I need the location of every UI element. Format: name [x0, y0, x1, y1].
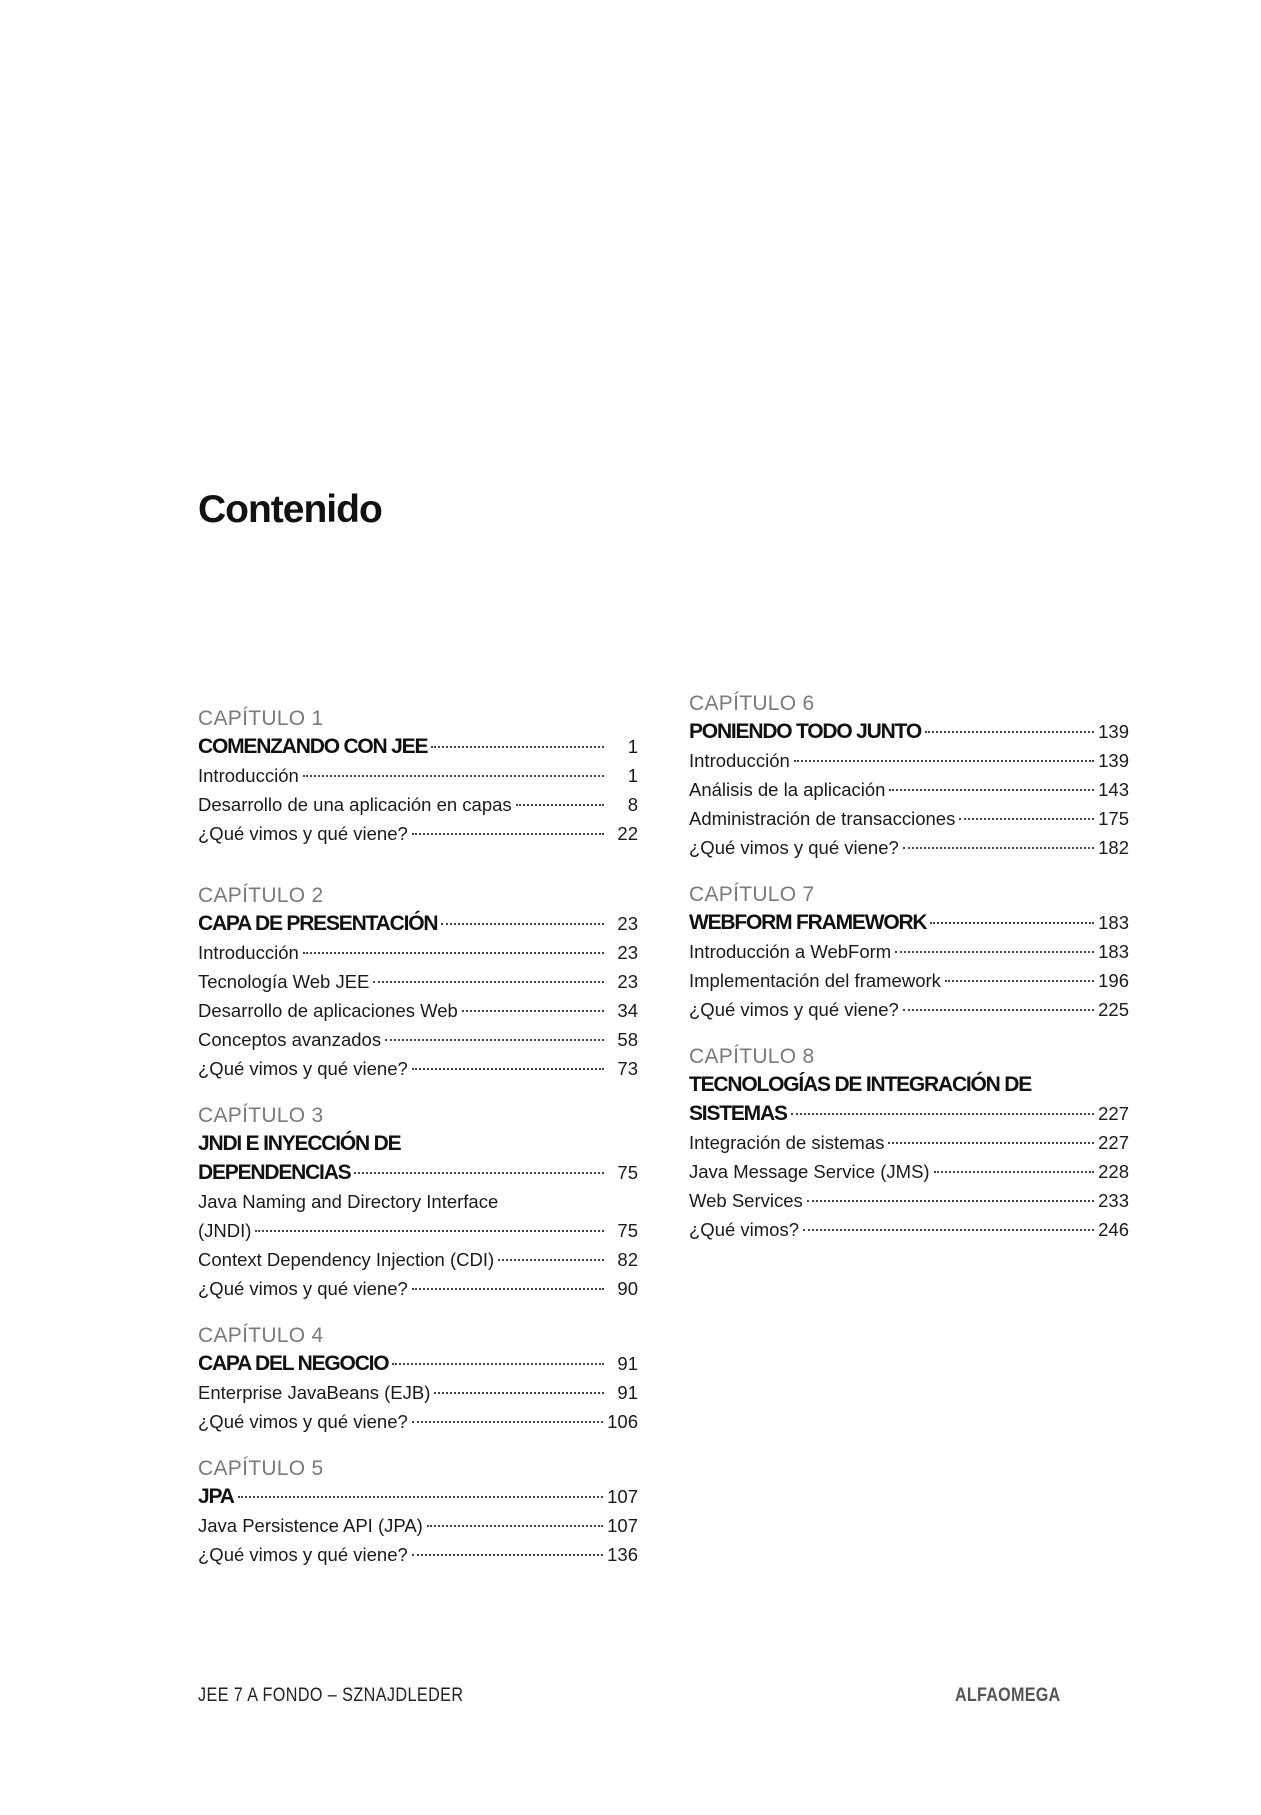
dot-leader — [412, 1554, 603, 1556]
chapter-title: DEPENDENCIAS — [198, 1161, 351, 1184]
dot-leader — [895, 951, 1094, 953]
dot-leader — [431, 746, 604, 748]
page-number: 225 — [1098, 999, 1129, 1020]
entry-text: Administración de transacciones — [689, 808, 956, 829]
dot-leader — [945, 980, 1094, 982]
entry-text: Introducción — [689, 750, 790, 771]
entry-text: Desarrollo de una aplicación en capas — [198, 794, 512, 815]
dot-leader — [925, 731, 1094, 733]
dot-leader — [889, 789, 1094, 791]
chapter-title-row[interactable] — [689, 1099, 1129, 1128]
page-number: 91 — [617, 1382, 638, 1403]
toc-left-column — [198, 705, 638, 1588]
chapter-title-row[interactable] — [198, 1482, 638, 1511]
footer-publisher: ALFAOMEGA — [955, 1685, 1061, 1706]
dot-leader — [903, 1009, 1094, 1011]
toc-entry[interactable] — [198, 967, 638, 996]
dot-leader — [412, 1288, 604, 1290]
dot-leader — [803, 1229, 1094, 1231]
toc-chapter-6 — [689, 690, 1129, 862]
toc-chapter-5 — [198, 1455, 638, 1569]
page-number: 34 — [617, 1000, 638, 1021]
page-number: 233 — [1098, 1190, 1129, 1211]
toc-chapter-2 — [198, 882, 638, 1083]
toc-entry[interactable] — [198, 1054, 638, 1083]
chapter-label: CAPÍTULO 2 — [198, 884, 324, 907]
entry-text: ¿Qué vimos y qué viene? — [689, 837, 899, 858]
chapter-title-row[interactable] — [198, 732, 638, 761]
dot-leader — [392, 1363, 604, 1365]
entry-text: Implementación del framework — [689, 970, 941, 991]
toc-entry[interactable] — [198, 1378, 638, 1407]
page-number: 1 — [627, 736, 638, 757]
dot-leader — [888, 1142, 1094, 1144]
toc-entry[interactable] — [198, 1540, 638, 1569]
page-number: 8 — [627, 794, 638, 815]
toc-entry[interactable] — [198, 1216, 638, 1245]
page-number: 182 — [1098, 837, 1129, 858]
toc-entry[interactable] — [198, 1245, 638, 1274]
dot-leader — [238, 1496, 603, 1498]
dot-leader — [434, 1392, 604, 1394]
page-number: 183 — [1098, 912, 1129, 933]
chapter-title: SISTEMAS — [689, 1102, 787, 1125]
toc-entry[interactable] — [198, 1407, 638, 1436]
chapter-title-line: JNDI E INYECCIÓN DE — [198, 1132, 401, 1155]
dot-leader — [427, 1525, 603, 1527]
entry-text: ¿Qué vimos y qué viene? — [198, 1058, 408, 1079]
page-number: 73 — [617, 1058, 638, 1079]
entry-text: (JNDI) — [198, 1220, 252, 1241]
toc-chapter-3 — [198, 1102, 638, 1303]
page-number: 139 — [1098, 750, 1129, 771]
dot-leader — [412, 1068, 604, 1070]
footer-book-title: JEE 7 A FONDO – SZNAJDLEDER — [198, 1685, 464, 1706]
chapter-label: CAPÍTULO 1 — [198, 707, 324, 730]
dot-leader — [516, 804, 604, 806]
toc-chapter-7 — [689, 881, 1129, 1024]
page-number: 23 — [617, 913, 638, 934]
entry-text: Context Dependency Injection (CDI) — [198, 1249, 495, 1270]
page-number: 246 — [1098, 1219, 1129, 1240]
dot-leader — [930, 922, 1094, 924]
page-number: 23 — [617, 971, 638, 992]
dot-leader — [303, 775, 604, 777]
chapter-title-row[interactable] — [198, 909, 638, 938]
toc-entry[interactable] — [198, 938, 638, 967]
page-number: 58 — [617, 1029, 638, 1050]
toc-entry[interactable] — [198, 1511, 638, 1540]
chapter-label: CAPÍTULO 6 — [689, 692, 815, 715]
toc-right-column — [689, 690, 1129, 1263]
chapter-title-row[interactable] — [689, 908, 1129, 937]
toc-entry[interactable] — [689, 1215, 1129, 1244]
entry-text: ¿Qué vimos y qué viene? — [198, 823, 408, 844]
entry-text: ¿Qué vimos y qué viene? — [198, 1278, 408, 1299]
chapter-title: CAPA DEL NEGOCIO — [198, 1352, 389, 1375]
dot-leader — [934, 1171, 1095, 1173]
chapter-title: JPA — [198, 1485, 234, 1508]
page-number: 107 — [607, 1486, 638, 1507]
dot-leader — [441, 923, 604, 925]
entry-text: Java Message Service (JMS) — [689, 1161, 930, 1182]
dot-leader — [303, 952, 604, 954]
page-number: 22 — [617, 823, 638, 844]
toc-entry[interactable] — [198, 1274, 638, 1303]
dot-leader — [462, 1010, 604, 1012]
chapter-title-row[interactable] — [198, 1158, 638, 1187]
toc-entry[interactable] — [198, 996, 638, 1025]
page-number: 1 — [627, 765, 638, 786]
entry-text: ¿Qué vimos y qué viene? — [198, 1411, 408, 1432]
entry-text: Introducción — [198, 765, 299, 786]
chapter-label: CAPÍTULO 4 — [198, 1324, 324, 1347]
page-number: 228 — [1098, 1161, 1129, 1182]
page-title: Contenido — [198, 488, 382, 531]
toc-chapter-8 — [689, 1043, 1129, 1244]
toc-entry[interactable] — [198, 790, 638, 819]
chapter-label: CAPÍTULO 3 — [198, 1104, 324, 1127]
toc-entry[interactable] — [689, 833, 1129, 862]
toc-entry[interactable] — [689, 775, 1129, 804]
dot-leader — [903, 847, 1094, 849]
chapter-title-line: TECNOLOGÍAS DE INTEGRACIÓN DE — [689, 1073, 1032, 1096]
page-number: 106 — [607, 1411, 638, 1432]
dot-leader — [412, 1421, 603, 1423]
entry-text: ¿Qué vimos? — [689, 1219, 800, 1240]
page-number: 107 — [607, 1515, 638, 1536]
dot-leader — [373, 981, 604, 983]
entry-text: Desarrollo de aplicaciones Web — [198, 1000, 458, 1021]
dot-leader — [412, 833, 604, 835]
dot-leader — [794, 760, 1094, 762]
toc-entry[interactable] — [198, 819, 638, 848]
page-number: 23 — [617, 942, 638, 963]
page-number: 75 — [617, 1220, 638, 1241]
chapter-title: COMENZANDO CON JEE — [198, 735, 428, 758]
entry-text: ¿Qué vimos y qué viene? — [689, 999, 899, 1020]
toc-entry[interactable] — [689, 1186, 1129, 1215]
dot-leader — [791, 1113, 1094, 1115]
chapter-label: CAPÍTULO 5 — [198, 1457, 324, 1480]
page-number: 90 — [617, 1278, 638, 1299]
toc-entry[interactable] — [198, 1025, 638, 1054]
toc-chapter-4 — [198, 1322, 638, 1436]
toc-chapter-1 — [198, 705, 638, 848]
entry-text: Introducción a WebForm — [689, 941, 892, 962]
page-number: 82 — [617, 1249, 638, 1270]
dot-leader — [959, 818, 1094, 820]
entry-text: Enterprise JavaBeans (EJB) — [198, 1382, 431, 1403]
entry-text: ¿Qué vimos y qué viene? — [198, 1544, 408, 1565]
page-number: 91 — [617, 1353, 638, 1374]
chapter-title: PONIENDO TODO JUNTO — [689, 720, 921, 743]
toc-entry[interactable] — [689, 937, 1129, 966]
toc-entry[interactable] — [689, 995, 1129, 1024]
dot-leader — [385, 1039, 604, 1041]
toc-entry[interactable] — [198, 761, 638, 790]
entry-text: Análisis de la aplicación — [689, 779, 886, 800]
page-number: 196 — [1098, 970, 1129, 991]
toc-entry[interactable] — [689, 966, 1129, 995]
entry-text-line: Java Naming and Directory Interface — [198, 1191, 499, 1212]
entry-text: Introducción — [198, 942, 299, 963]
toc-entry[interactable] — [689, 1157, 1129, 1186]
page-number: 175 — [1098, 808, 1129, 829]
toc-entry[interactable] — [689, 804, 1129, 833]
chapter-title: WEBFORM FRAMEWORK — [689, 911, 927, 934]
page-number: 136 — [607, 1544, 638, 1565]
page-number: 75 — [617, 1162, 638, 1183]
dot-leader — [255, 1230, 604, 1232]
chapter-title-row[interactable] — [689, 717, 1129, 746]
page-number: 143 — [1098, 779, 1129, 800]
entry-text: Integración de sistemas — [689, 1132, 885, 1153]
entry-text: Tecnología Web JEE — [198, 971, 370, 992]
page-number: 183 — [1098, 941, 1129, 962]
page-number: 139 — [1098, 721, 1129, 742]
entry-text: Web Services — [689, 1190, 803, 1211]
dot-leader — [498, 1259, 604, 1261]
dot-leader — [807, 1200, 1094, 1202]
toc-entry[interactable] — [689, 746, 1129, 775]
page-number: 227 — [1098, 1132, 1129, 1153]
chapter-label: CAPÍTULO 8 — [689, 1045, 815, 1068]
page-number: 227 — [1098, 1103, 1129, 1124]
chapter-label: CAPÍTULO 7 — [689, 883, 815, 906]
chapter-title-row[interactable] — [198, 1349, 638, 1378]
entry-text: Java Persistence API (JPA) — [198, 1515, 423, 1536]
toc-entry[interactable] — [689, 1128, 1129, 1157]
entry-text: Conceptos avanzados — [198, 1029, 382, 1050]
dot-leader — [354, 1172, 604, 1174]
chapter-title: CAPA DE PRESENTACIÓN — [198, 912, 438, 935]
